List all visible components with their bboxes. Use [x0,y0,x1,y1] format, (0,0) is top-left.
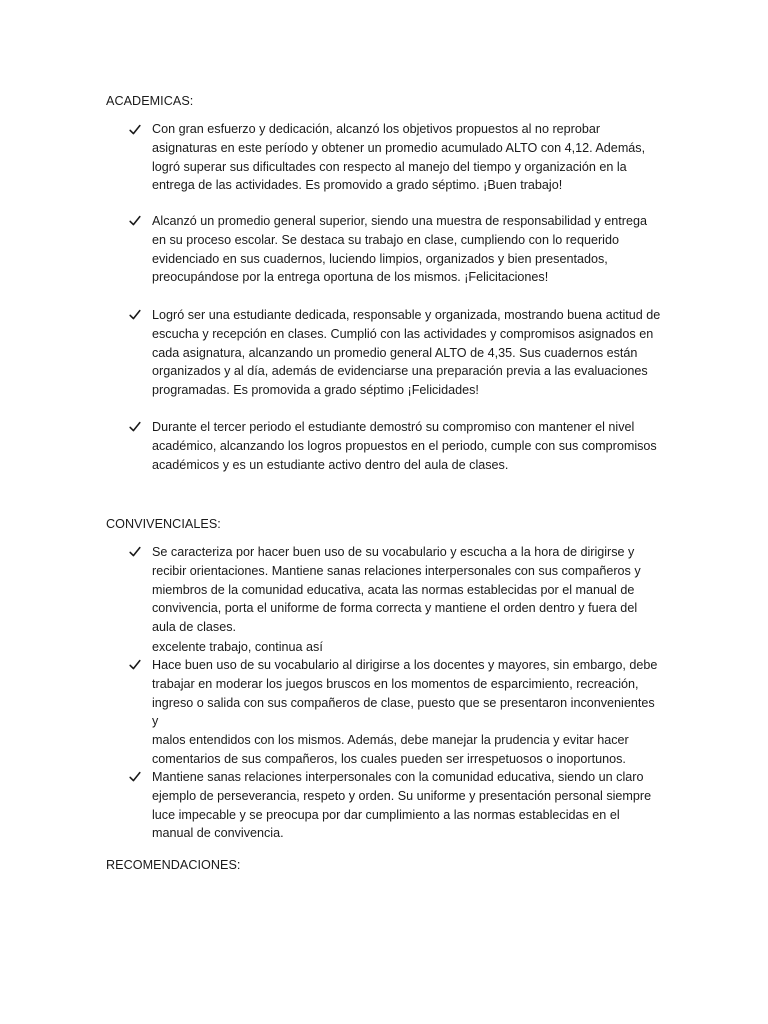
closing-note: excelente trabajo, continua así [152,640,323,654]
checkmark-icon [129,771,141,783]
academic-item: Durante el tercer periodo el estudiante demostró su compromiso con mantener el nivel académico, alcanzando los logros propuestos en el periodo, cumple con sus compromisos académicos y es un estudiante activo dentro del aula de clases. [152,420,657,472]
checkmark-icon [129,546,141,558]
academic-item: Logró ser una estudiante dedicada, responsable y organizada, mostrando buena actitud de escucha y recepción en clases. Cumplió con las actividades y compromisos asignados en cada asignatura, alcanzando un promedio general ALTO de 4,35. Sus cuadernos están organizados y al día, además de evidenciarse una preparación previa a las evaluaciones programadas. Es promovida a grado séptimo ¡Felicidades! [152,308,661,398]
checkmark-icon [129,659,141,671]
academic-item: Con gran esfuerzo y dedicación, alcanzó los objetivos propuestos al no reprobar asignaturas en este período y obtener un promedio acumulado ALTO con 4,12. Además, logró superar sus dificultades con respecto al manejo del tiempo y organización en la entrega de las actividades. Es promovido a grado séptimo. ¡Buen trabajo! [152,122,646,193]
checkmark-icon [129,124,141,136]
section-heading-academicas: ACADEMICAS: [106,94,194,108]
academic-item: Alcanzó un promedio general superior, siendo una muestra de responsabilidad y entrega en su proceso escolar. Se destaca su trabajo en clase, cumpliendo con lo requerido evidenciado en sus cuadernos, luciendo limpios, organizados y bien presentados, preocupándose por la entrega oportuna de los mismos. ¡Felicitaciones! [152,214,647,285]
checkmark-icon [129,309,141,321]
convivencial-item: Hace buen uso de su vocabulario al dirigirse a los docentes y mayores, sin embargo, debe trabajar en moderar los juegos bruscos en los momentos de esparcimiento, recreación, ingreso o salida con sus compañeros de clase, puesto que se presentaron inconvenientes y malos entendidos con los mismos. Además, debe manejar la prudencia y evitar hacer comentarios de sus compañeros, los cuales pueden ser irrespetuosos o inoportunos. [152,658,658,766]
section-heading-recomendaciones: RECOMENDACIONES: [106,858,241,872]
convivencial-item: Mantiene sanas relaciones interpersonales con la comunidad educativa, siendo un claro ejemplo de perseverancia, respeto y orden. Su uniforme y presentación personal siempre luce impecable y se preocupa por dar cumplimiento a las normas establecidas en el manual de convivencia. [152,770,652,841]
checkmark-icon [129,421,141,433]
section-heading-convivenciales: CONVIVENCIALES: [106,517,221,531]
convivencial-item: Se caracteriza por hacer buen uso de su vocabulario y escucha a la hora de dirigirse y recibir orientaciones. Mantiene sanas relaciones interpersonales con sus compañeros y miembros de la comunidad educativa, acata las normas establecidas por el manual de convivencia, porta el uniforme de forma correcta y mantiene el orden dentro y fuera del aula de clases. [152,545,641,635]
checkmark-icon [129,215,141,227]
